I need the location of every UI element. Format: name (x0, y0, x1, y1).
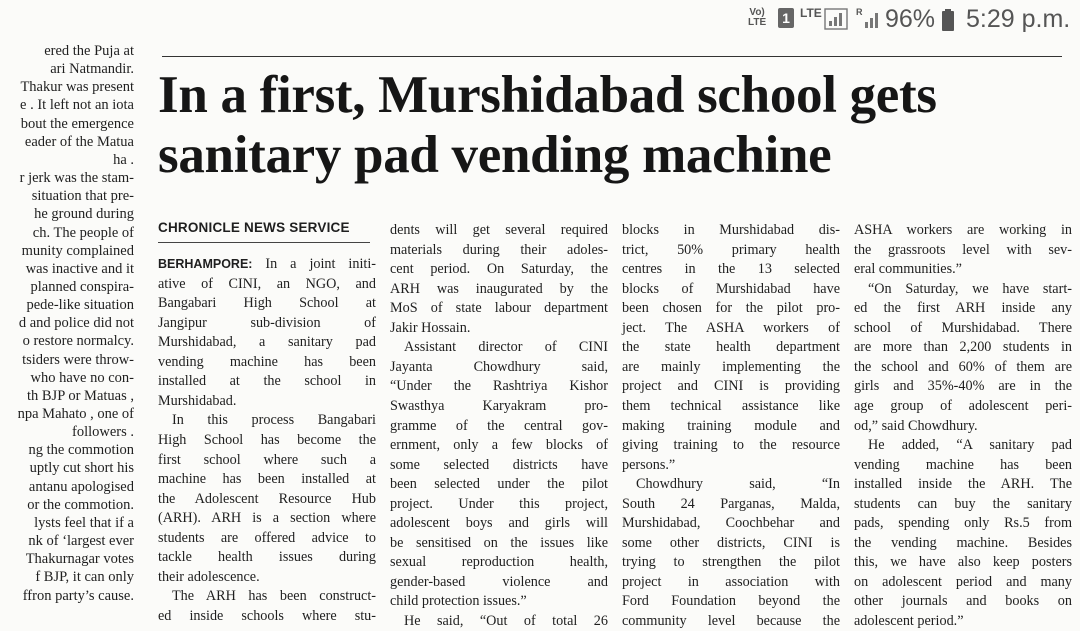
article-text-line: gramme of the central gov- (390, 417, 608, 434)
article-text-line: are mainly implementing the (622, 358, 840, 375)
adjacent-column-line: who have no con- (30, 369, 134, 386)
article-text-line: machine has been installed at (158, 471, 376, 488)
adjacent-column-line: ng the commotion (28, 442, 134, 459)
article-text-line: Murshidabad. (158, 392, 237, 409)
volte-indicator: Vo) LTE (748, 7, 767, 28)
adjacent-column-line: eader of the Matua (24, 133, 134, 150)
headline-line-2: sanitary pad vending machine (158, 126, 832, 184)
article-text-line: the vending machine. Besides (854, 534, 1072, 551)
network-type-indicator: LTE (800, 6, 822, 20)
adjacent-column-line: e . It left not an iota (20, 97, 134, 114)
adjacent-column-line: th BJP or Matuas , (26, 387, 134, 404)
article-text-line: Chowdhury said, “In (636, 476, 840, 493)
adjacent-column-line: tsiders were throw- (22, 351, 134, 368)
adjacent-column-line: ari Natmandir. (50, 61, 134, 78)
adjacent-column-line: Thakurnagar votes (25, 551, 134, 568)
article-text-line: the grassroots level with sev- (854, 241, 1072, 258)
article-text-line: Assistant director of CINI (404, 339, 608, 356)
article-text-line: Ford Foundation beyond the (622, 593, 840, 610)
article-column-1 (158, 218, 376, 624)
article-text-line: be sensitised on the issues like (390, 534, 608, 551)
adjacent-column-line: bout the emergence (20, 115, 134, 132)
adjacent-column-line: npa Mahato , one of (17, 406, 134, 422)
article-text-line: been chosen for the pilot pro- (622, 300, 840, 317)
article-text-line: students are offered advice to (158, 529, 376, 546)
article-text-line: installed inside the ARH. The (854, 476, 1072, 493)
adjacent-column-line: lysts feel that if a (34, 514, 134, 531)
article-text-line: Jangipur sub-division of (158, 314, 376, 331)
article-text-line: eral communities.” (854, 261, 962, 278)
article-text-line: ed inside schools where stu- (158, 607, 376, 624)
battery-icon (942, 9, 954, 31)
article-text-line: community level because the (622, 613, 840, 629)
article-column-3 (622, 218, 840, 629)
adjacent-column-line: uptly cut short his (29, 460, 134, 477)
article-column-4 (854, 218, 1072, 629)
adjacent-column-line: d and police did not (18, 315, 134, 332)
status-bar (0, 0, 1080, 40)
article-text-line: blocks of Murshidabad have (622, 280, 840, 297)
article-text-line: persons.” (622, 456, 676, 473)
article-text-line: ed the first ARH inside any (854, 300, 1072, 317)
adjacent-column-line: Thakur was present (20, 79, 134, 96)
article-text-line (158, 254, 376, 274)
article-text-line: blocks in Murshidabad dis- (622, 222, 840, 238)
sim-slot-icon: 1 (778, 8, 794, 28)
article-text-line: the Adolescent Resource Hub (158, 490, 376, 507)
article-text-line: Murshidabad, Coochbehar and (622, 515, 840, 532)
article-text-line: on adolescent period and many (854, 573, 1072, 590)
article-text-line: ASHA workers are working in (854, 222, 1072, 238)
article-text-line: He added, “A sanitary pad (868, 437, 1072, 454)
adjacent-column-line: planned conspira- (30, 278, 134, 295)
adjacent-column-line: pede-like situation (26, 297, 134, 314)
article-text-line: South 24 Parganas, Malda, (622, 495, 840, 512)
byline: CHRONICLE NEWS SERVICE (158, 220, 350, 235)
article-text-line: project and CINI is providing (622, 378, 840, 395)
article-text-line: the state health department (622, 339, 840, 356)
article-text-line: first school where such a (158, 451, 376, 468)
article-text-line: adolescent boys and girls will (390, 515, 608, 532)
adjacent-column-line: was inactive and it (25, 260, 134, 277)
article-text-line: centres in the 13 selected (622, 261, 840, 278)
article-text-line: adolescent period.” (854, 613, 964, 629)
article-text-line: vending machine has been (158, 353, 376, 370)
article-text-line: Swasthya Karyakram pro- (390, 397, 608, 414)
article-text-line: MoS of state labour department (390, 300, 608, 317)
adjacent-column-line: munity complained (21, 242, 134, 259)
article-text-line: ernment, only a few blocks of (390, 437, 608, 454)
article-text-line: sexual reproduction health, (390, 554, 608, 571)
article-text-line: Bangabari High School at (158, 295, 376, 312)
adjacent-column-line: nk of ‘largest ever (28, 533, 134, 550)
adjacent-column-line: ch. The people of (32, 224, 134, 241)
adjacent-column-line: ffron party’s cause. (22, 587, 134, 604)
article-text-line: other journals and books on (854, 593, 1072, 610)
article-text-line: installed at the school in (158, 373, 376, 390)
article-text-line: project in association with (622, 573, 840, 590)
adjacent-column-line: o restore normalcy. (22, 333, 134, 350)
headline-line-1: In a first, Murshidabad school gets (158, 66, 937, 124)
article-text-line: (ARH). ARH is a section where (158, 510, 376, 527)
signal-strength-icon (824, 8, 848, 30)
article-text-line: Jayanta Chowdhury said, (390, 358, 608, 375)
article-text-line: tackle health issues during (158, 549, 376, 566)
article-text-line: “On Saturday, we have start- (868, 280, 1072, 297)
article-text-line: been selected under the pilot (390, 476, 608, 493)
article-text-line: High School has become the (158, 431, 376, 448)
adjacent-column-line: or the commotion. (27, 496, 134, 513)
article-text-line: some selected districts have (390, 456, 608, 473)
signal-strength-icon-2 (864, 8, 882, 30)
article-text-line: cent period. On Saturday, the (390, 261, 608, 278)
article-text-line: dents will get several required (390, 222, 608, 238)
article-text-line: In this process Bangabari (172, 412, 376, 429)
article-text-line: ject. The ASHA workers of (622, 319, 840, 336)
article-text-line: project. Under this project, (390, 495, 608, 512)
article-text-line: The ARH has been construct- (172, 588, 376, 605)
article-text-line: trying to strengthen the pilot (622, 554, 840, 571)
clock: 5:29 p.m. (966, 5, 1071, 33)
adjacent-column-line: f BJP, it can only (35, 569, 134, 586)
article-text-line: ative of CINI, an NGO, and (158, 275, 376, 292)
article-text-line: “Under the Rashtriya Kishor (390, 378, 608, 395)
battery-percent: 96% (885, 5, 936, 33)
adjacent-column-line: r jerk was the stam- (19, 170, 134, 187)
article-text-line: their adolescence. (158, 568, 260, 585)
adjacent-column-line: ha . (113, 151, 134, 168)
adjacent-column-line: he ground during (34, 206, 134, 223)
article-text-line: trict, 50% primary health (622, 241, 840, 258)
article-text-line: making training module and (622, 417, 840, 434)
article-text-line: girls and 35%-40% are in the (854, 378, 1072, 395)
article-text-line: the school and 60% of them are (854, 358, 1072, 375)
article-text-line: this, we have also keep posters (854, 554, 1072, 571)
article-text-line: materials during their adoles- (390, 241, 608, 258)
article-text: In a joint initi- (252, 256, 376, 272)
article-text-line: pads, spending only Rs.5 from (854, 515, 1072, 532)
article-text-line: giving training to the resource (622, 437, 840, 454)
article-text-line: He said, “Out of total 26 (404, 613, 608, 629)
article-text-line: students can buy the sanitary (854, 495, 1072, 512)
article-text-line: od,” said Chowdhury. (854, 417, 978, 434)
byline-rule (158, 242, 370, 243)
article-text-line: Murshidabad, a sanitary pad (158, 334, 376, 351)
article-text-line: age group of adolescent peri- (854, 397, 1072, 414)
article-text-line: child protection issues.” (390, 593, 527, 610)
roaming-indicator: R (856, 7, 863, 17)
article-text-line: them technical assistance like (622, 397, 840, 414)
article-text-line: vending machine has been (854, 456, 1072, 473)
adjacent-article-column (0, 38, 138, 608)
adjacent-column-line: ered the Puja at (44, 43, 134, 59)
adjacent-column-line: situation that pre- (31, 188, 134, 205)
article-text-line: are more than 2,200 students in (854, 339, 1072, 356)
dateline: BERHAMPORE: (158, 257, 253, 271)
article-text-line: school of Murshidabad. There (854, 319, 1072, 336)
article-column-2 (390, 218, 608, 629)
adjacent-column-line: followers . (71, 424, 134, 441)
header-rule (162, 56, 1062, 57)
adjacent-column-line: antanu apologised (28, 478, 134, 495)
article-text-line: gender-based violence and (390, 573, 608, 590)
article-text-line: some other districts, CINI is (622, 534, 840, 551)
article-text-line: Jakir Hossain. (390, 319, 471, 336)
article-text-line: ARH was inaugurated by the (390, 280, 608, 297)
